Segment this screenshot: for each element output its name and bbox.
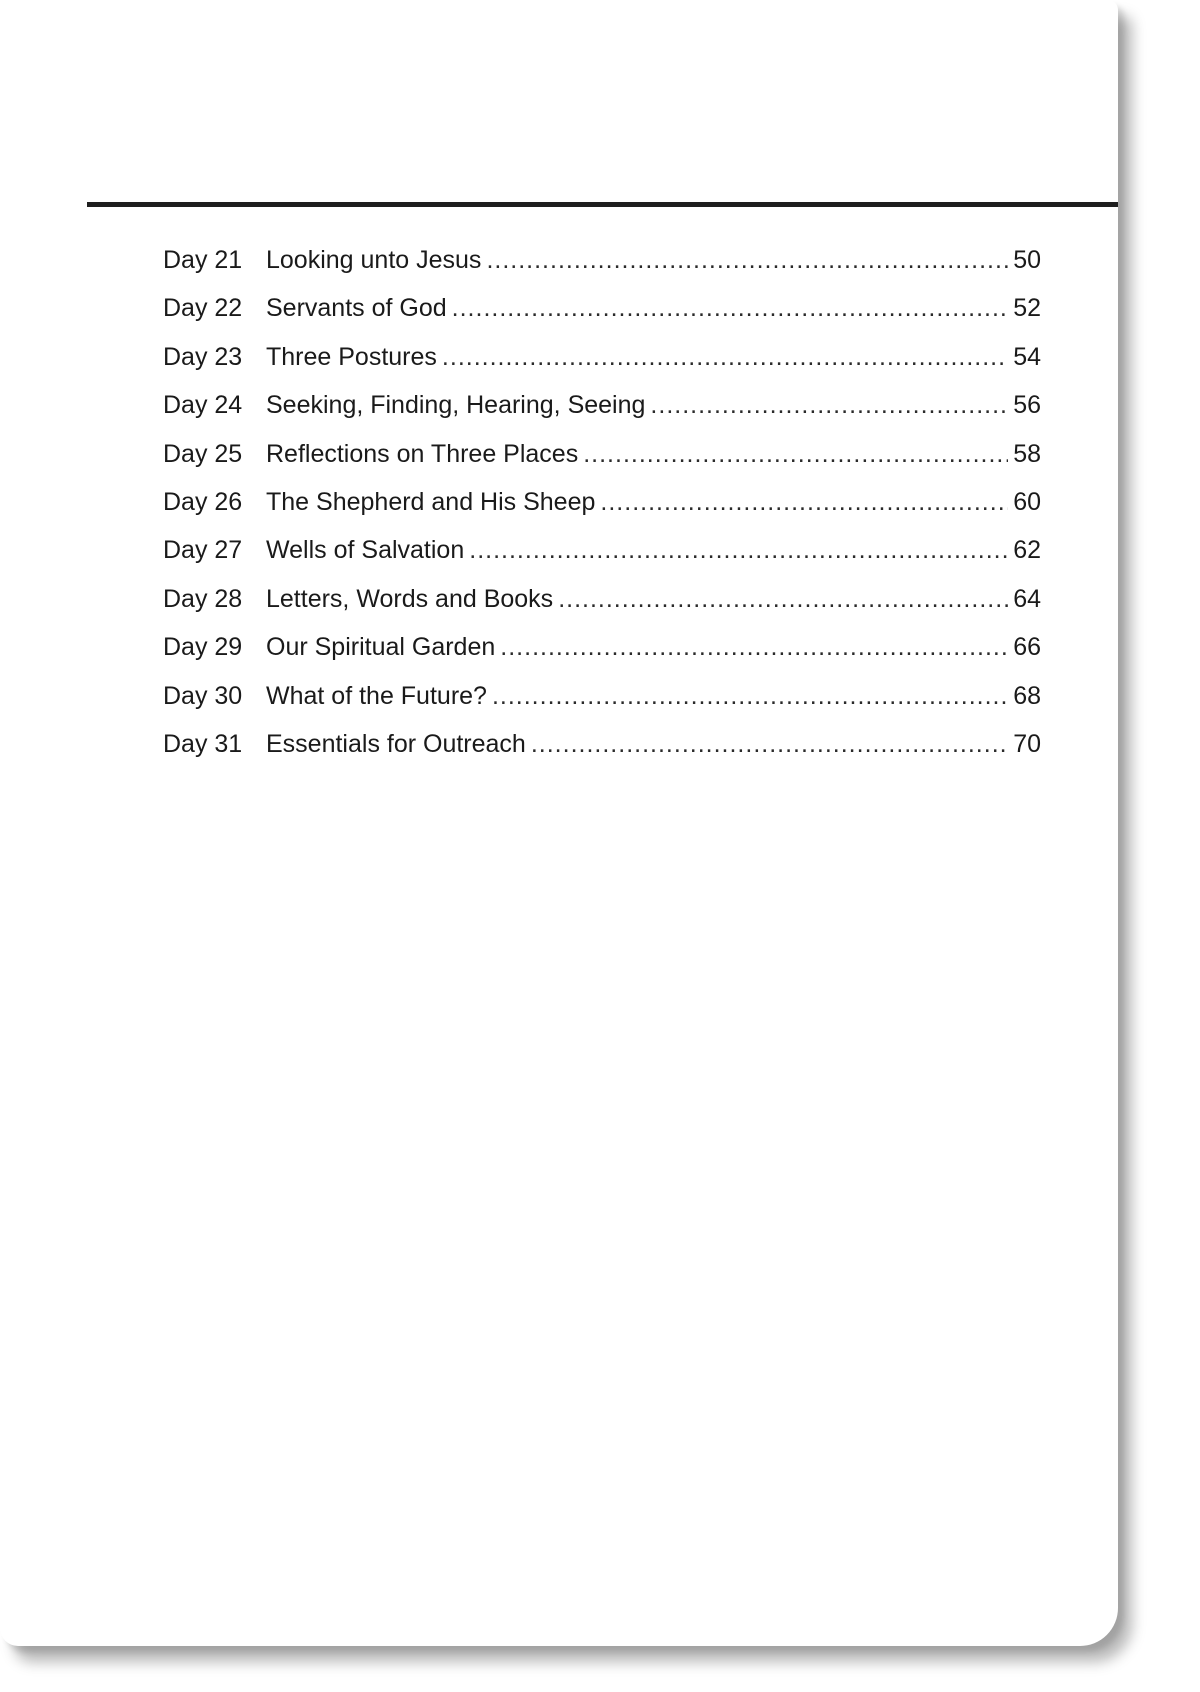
toc-day: Day 22	[163, 294, 243, 323]
toc-day: Day 30	[163, 681, 243, 710]
toc-title: What of the Future?	[266, 681, 487, 710]
dot-leader	[650, 385, 1008, 425]
toc-day: Day 29	[163, 633, 243, 662]
toc-page-number: 62	[1013, 536, 1041, 565]
toc-title: Three Postures	[266, 342, 437, 371]
toc-page-number: 68	[1013, 681, 1041, 710]
toc-title: Our Spiritual Garden	[266, 633, 496, 662]
toc-title: Essentials for Outreach	[266, 729, 526, 758]
toc-page-number: 52	[1013, 294, 1041, 323]
toc-day: Day 21	[163, 246, 243, 274]
toc-title: The Shepherd and His Sheep	[266, 487, 596, 516]
toc-page-number: 70	[1013, 729, 1041, 758]
toc-entry[interactable]	[163, 288, 1041, 336]
toc-entry[interactable]	[163, 482, 1041, 530]
dot-leader	[442, 337, 1008, 377]
dot-leader	[583, 434, 1008, 474]
dot-leader	[558, 579, 1008, 619]
toc-page-number: 54	[1013, 342, 1041, 371]
toc-page-number: 58	[1013, 439, 1041, 468]
toc-day: Day 28	[163, 584, 243, 613]
toc-page-number: 56	[1013, 391, 1041, 420]
dot-leader	[531, 724, 1008, 764]
toc-title: Reflections on Three Places	[266, 439, 579, 468]
toc-day: Day 31	[163, 729, 243, 758]
toc-entry[interactable]	[163, 627, 1041, 675]
table-of-contents	[163, 240, 1041, 772]
toc-entry[interactable]	[163, 434, 1041, 482]
dot-leader	[452, 288, 1009, 328]
toc-title: Servants of God	[266, 294, 447, 323]
toc-day: Day 24	[163, 391, 243, 420]
toc-entry[interactable]	[163, 724, 1041, 772]
toc-page-number: 60	[1013, 487, 1041, 516]
dot-leader	[469, 530, 1008, 570]
toc-page-number: 66	[1013, 633, 1041, 662]
toc-title: Seeking, Finding, Hearing, Seeing	[266, 391, 646, 420]
toc-title: Wells of Salvation	[266, 536, 465, 565]
dot-leader	[600, 482, 1008, 522]
toc-entry[interactable]	[163, 676, 1041, 724]
toc-day: Day 26	[163, 487, 243, 516]
toc-entry[interactable]	[163, 579, 1041, 627]
dot-leader	[486, 240, 1008, 280]
toc-title: Letters, Words and Books	[266, 584, 554, 613]
toc-entry[interactable]	[163, 530, 1041, 578]
toc-day: Day 27	[163, 536, 243, 565]
dot-leader	[492, 676, 1008, 716]
header-rule	[87, 202, 1118, 207]
toc-entry[interactable]	[163, 337, 1041, 385]
toc-entry[interactable]	[163, 240, 1041, 288]
toc-day: Day 23	[163, 342, 243, 371]
toc-title: Looking unto Jesus	[266, 246, 482, 274]
toc-day: Day 25	[163, 439, 243, 468]
toc-page-number: 64	[1013, 584, 1041, 613]
dot-leader	[500, 627, 1008, 667]
toc-page-number: 50	[1013, 246, 1041, 274]
toc-entry[interactable]	[163, 385, 1041, 433]
